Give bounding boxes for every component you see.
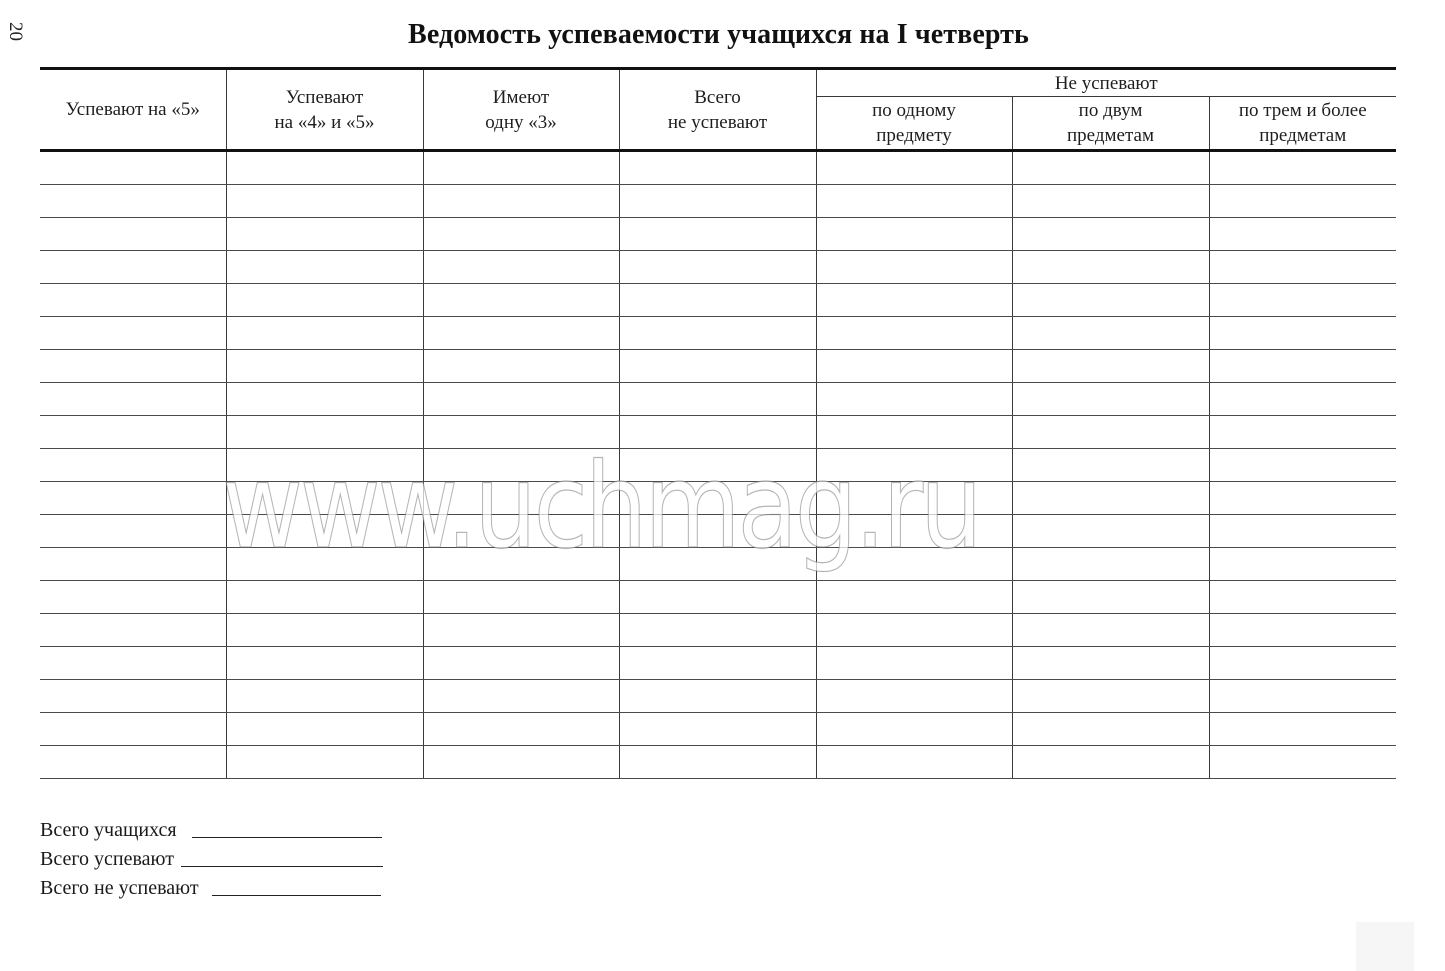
table-cell[interactable]: [816, 284, 1012, 317]
header-total-failing: [619, 69, 816, 151]
table-cell[interactable]: [423, 515, 619, 548]
table-cell[interactable]: [423, 218, 619, 251]
table-cell[interactable]: [1012, 317, 1209, 350]
table-row: [40, 482, 1396, 515]
table-cell[interactable]: [619, 482, 816, 515]
table-cell[interactable]: [1209, 218, 1396, 251]
table-cell[interactable]: [226, 548, 423, 581]
table-cell[interactable]: [1012, 713, 1209, 746]
table-row: [40, 251, 1396, 284]
table-cell[interactable]: [619, 317, 816, 350]
header-excellent-label: Успевают на «5»: [65, 99, 200, 120]
table-cell[interactable]: [619, 680, 816, 713]
watermark: www.uchmag.ru: [222, 437, 980, 575]
table-row: [40, 515, 1396, 548]
table-cell[interactable]: [1012, 185, 1209, 218]
table-cell[interactable]: [1209, 515, 1396, 548]
table-cell[interactable]: [423, 647, 619, 680]
table-cell[interactable]: [40, 746, 226, 779]
table-cell[interactable]: [1209, 713, 1396, 746]
table-cell[interactable]: [619, 515, 816, 548]
table-cell[interactable]: [40, 614, 226, 647]
table-cell[interactable]: [1209, 416, 1396, 449]
table-cell[interactable]: [816, 350, 1012, 383]
table-cell[interactable]: [1012, 548, 1209, 581]
summary-total-passing-field[interactable]: [181, 850, 383, 867]
header-fail-three-line1: по трем и более: [1238, 100, 1367, 121]
table-row: [40, 581, 1396, 614]
table-cell[interactable]: [423, 350, 619, 383]
header-fail-three-plus-subjects: [1209, 97, 1396, 151]
table-cell[interactable]: [619, 647, 816, 680]
table-cell[interactable]: [423, 482, 619, 515]
header-one-three: [423, 69, 619, 151]
table-cell[interactable]: [423, 416, 619, 449]
table-cell[interactable]: [1012, 449, 1209, 482]
table-row: [40, 151, 1396, 185]
table-cell[interactable]: [1209, 482, 1396, 515]
table-cell[interactable]: [619, 548, 816, 581]
table-cell[interactable]: [40, 317, 226, 350]
header-excellent: [40, 69, 226, 151]
summary-section: [40, 816, 383, 903]
table-cell[interactable]: [1012, 680, 1209, 713]
table-cell[interactable]: [619, 581, 816, 614]
table-cell[interactable]: [816, 647, 1012, 680]
header-fail-two-line2: предметам: [1067, 125, 1154, 146]
table-cell[interactable]: [1012, 416, 1209, 449]
table-cell[interactable]: [1209, 151, 1396, 185]
table-cell[interactable]: [40, 713, 226, 746]
table-cell[interactable]: [40, 151, 226, 185]
table-cell[interactable]: [226, 449, 423, 482]
table-cell[interactable]: [619, 350, 816, 383]
table-cell[interactable]: [40, 416, 226, 449]
table-cell[interactable]: [226, 515, 423, 548]
table-cell[interactable]: [423, 151, 619, 185]
table-cell[interactable]: [226, 581, 423, 614]
table-cell[interactable]: [1209, 647, 1396, 680]
table-cell[interactable]: [40, 383, 226, 416]
corner-artifact: [1356, 922, 1414, 971]
table-cell[interactable]: [619, 614, 816, 647]
table-cell[interactable]: [40, 185, 226, 218]
table-cell[interactable]: [226, 647, 423, 680]
table-cell[interactable]: [40, 449, 226, 482]
table-row: [40, 185, 1396, 218]
table-cell[interactable]: [619, 218, 816, 251]
table-header: [40, 69, 1396, 151]
summary-total-students-field[interactable]: [192, 821, 382, 838]
table-cell[interactable]: [1012, 746, 1209, 779]
table-cell[interactable]: [1012, 218, 1209, 251]
table-cell[interactable]: [816, 482, 1012, 515]
table-cell[interactable]: [816, 713, 1012, 746]
table-cell[interactable]: [423, 317, 619, 350]
header-fail-two-subjects: [1012, 97, 1209, 151]
table-row: [40, 548, 1396, 581]
table-cell[interactable]: [423, 185, 619, 218]
table-cell[interactable]: [1209, 350, 1396, 383]
table-cell[interactable]: [1209, 317, 1396, 350]
table-cell[interactable]: [226, 218, 423, 251]
table-cell[interactable]: [226, 614, 423, 647]
table-cell[interactable]: [423, 713, 619, 746]
table-cell[interactable]: [226, 482, 423, 515]
table-cell[interactable]: [423, 581, 619, 614]
table-cell[interactable]: [816, 218, 1012, 251]
table-cell[interactable]: [1012, 284, 1209, 317]
table-cell[interactable]: [226, 680, 423, 713]
table-cell[interactable]: [619, 713, 816, 746]
table-cell[interactable]: [1012, 515, 1209, 548]
table-cell[interactable]: [619, 185, 816, 218]
table-cell[interactable]: [423, 548, 619, 581]
table-cell[interactable]: [816, 581, 1012, 614]
table-cell[interactable]: [1012, 350, 1209, 383]
table-cell[interactable]: [1012, 614, 1209, 647]
table-cell[interactable]: [619, 251, 816, 284]
table-row: [40, 680, 1396, 713]
header-good-line2: на «4» и «5»: [274, 111, 375, 133]
table-cell[interactable]: [816, 746, 1012, 779]
header-fail-two-line1: по двум: [1078, 100, 1143, 121]
table-cell[interactable]: [423, 251, 619, 284]
table-cell[interactable]: [619, 746, 816, 779]
table-cell[interactable]: [40, 350, 226, 383]
table-cell[interactable]: [619, 449, 816, 482]
table-row: [40, 218, 1396, 251]
table-cell[interactable]: [1012, 151, 1209, 185]
table-cell[interactable]: [226, 317, 423, 350]
table-cell[interactable]: [423, 383, 619, 416]
header-one-three-line2: одну «3»: [485, 111, 557, 133]
table-body: [40, 151, 1396, 779]
table-cell[interactable]: [40, 284, 226, 317]
table-cell[interactable]: [619, 284, 816, 317]
page-title: Ведомость успеваемости учащихся на I четверть: [408, 19, 1029, 50]
table-cell[interactable]: [1209, 251, 1396, 284]
summary-total-students: [40, 816, 383, 845]
table-cell[interactable]: [816, 317, 1012, 350]
header-one-three-line1: Имеют: [492, 86, 550, 108]
table-cell[interactable]: [1209, 680, 1396, 713]
table-cell[interactable]: [40, 251, 226, 284]
table-cell[interactable]: [1209, 284, 1396, 317]
table-cell[interactable]: [226, 284, 423, 317]
table-cell[interactable]: [816, 614, 1012, 647]
header-group-failing: [816, 69, 1396, 97]
table-cell[interactable]: [423, 449, 619, 482]
table-cell[interactable]: [816, 185, 1012, 218]
header-good: [226, 69, 423, 151]
grade-report-table-container: [40, 67, 1396, 779]
table-cell[interactable]: [226, 746, 423, 779]
grade-report-table: [40, 67, 1396, 779]
table-cell[interactable]: [423, 284, 619, 317]
table-cell[interactable]: [816, 151, 1012, 185]
table-row: [40, 647, 1396, 680]
table-row: [40, 416, 1396, 449]
table-cell[interactable]: [1209, 746, 1396, 779]
table-cell[interactable]: [816, 515, 1012, 548]
table-cell[interactable]: [1012, 647, 1209, 680]
summary-total-failing-label: Всего не успевают: [40, 877, 199, 899]
table-cell[interactable]: [1209, 581, 1396, 614]
table-cell[interactable]: [226, 713, 423, 746]
table-cell[interactable]: [40, 482, 226, 515]
header-total-failing-line1: Всего: [694, 86, 741, 108]
table-cell[interactable]: [816, 548, 1012, 581]
table-cell[interactable]: [40, 548, 226, 581]
header-fail-one-line1: по одному: [872, 100, 956, 121]
table-row: [40, 284, 1396, 317]
table-cell[interactable]: [226, 383, 423, 416]
table-cell[interactable]: [226, 251, 423, 284]
header-fail-one-subject: [816, 97, 1012, 151]
table-cell[interactable]: [423, 680, 619, 713]
table-cell[interactable]: [619, 151, 816, 185]
summary-total-failing-field[interactable]: [212, 879, 381, 896]
summary-total-failing: [40, 874, 383, 903]
table-row: [40, 383, 1396, 416]
table-cell[interactable]: [226, 151, 423, 185]
table-cell[interactable]: [1012, 581, 1209, 614]
table-cell[interactable]: [619, 383, 816, 416]
table-cell[interactable]: [816, 449, 1012, 482]
table-cell[interactable]: [1209, 185, 1396, 218]
table-cell[interactable]: [816, 383, 1012, 416]
table-cell[interactable]: [40, 647, 226, 680]
header-group-failing-label: Не успевают: [1054, 73, 1158, 94]
table-row: [40, 449, 1396, 482]
table-row: [40, 713, 1396, 746]
summary-total-students-label: Всего учащихся: [40, 819, 177, 841]
table-cell[interactable]: [1209, 614, 1396, 647]
table-row: [40, 614, 1396, 647]
table-cell[interactable]: [816, 416, 1012, 449]
table-cell[interactable]: [423, 746, 619, 779]
summary-total-passing-label: Всего успевают: [40, 848, 174, 870]
table-cell[interactable]: [1012, 251, 1209, 284]
table-cell[interactable]: [226, 416, 423, 449]
table-cell[interactable]: [226, 350, 423, 383]
table-row: [40, 350, 1396, 383]
table-cell[interactable]: [1209, 449, 1396, 482]
table-cell[interactable]: [1209, 548, 1396, 581]
table-cell[interactable]: [816, 680, 1012, 713]
table-cell[interactable]: [1209, 383, 1396, 416]
header-fail-three-line2: предметам: [1259, 125, 1347, 146]
table-cell[interactable]: [40, 581, 226, 614]
table-cell[interactable]: [1012, 482, 1209, 515]
table-cell[interactable]: [1012, 383, 1209, 416]
table-cell[interactable]: [226, 185, 423, 218]
summary-total-passing: [40, 845, 383, 874]
table-cell[interactable]: [816, 251, 1012, 284]
table-cell[interactable]: [40, 515, 226, 548]
table-row: [40, 317, 1396, 350]
header-fail-one-line2: предмету: [876, 125, 952, 146]
table-cell[interactable]: [40, 680, 226, 713]
table-row: [40, 746, 1396, 779]
table-cell[interactable]: [40, 218, 226, 251]
table-cell[interactable]: [423, 614, 619, 647]
header-total-failing-line2: не успевают: [667, 111, 768, 133]
page-number: 20: [5, 22, 26, 41]
header-good-line1: Успевают: [285, 86, 364, 108]
table-cell[interactable]: [619, 416, 816, 449]
